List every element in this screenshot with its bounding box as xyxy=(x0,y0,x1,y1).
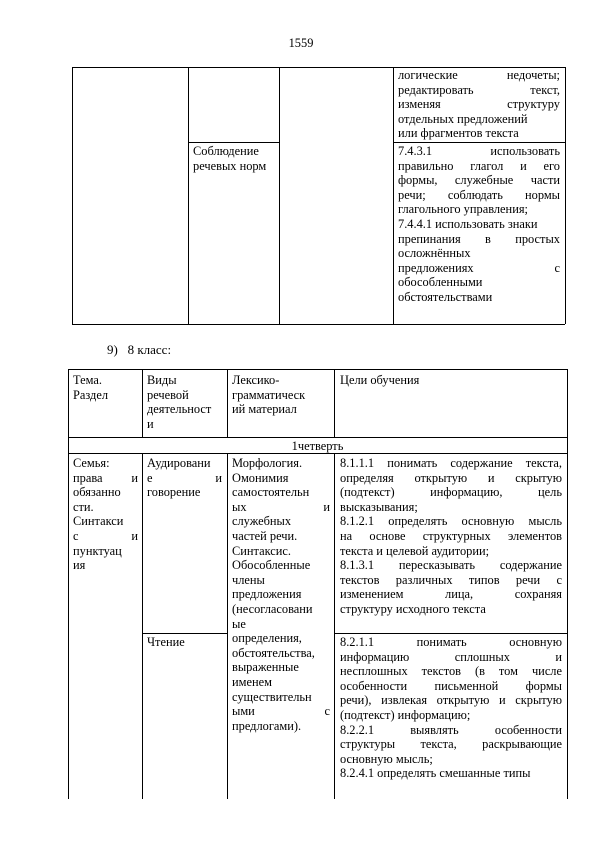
material-line: частей речи. xyxy=(232,528,298,543)
topic-cell xyxy=(73,456,138,573)
goal-line: осложнённых xyxy=(398,246,471,261)
topic-line: обязанно xyxy=(73,485,121,500)
goals-listening-cell xyxy=(340,456,562,617)
material-line: предлогами). xyxy=(232,718,302,733)
goal-line: предложениях с xyxy=(398,260,560,275)
goal-line: глагольного управления; xyxy=(398,202,528,217)
topic-line: сти. xyxy=(73,499,94,514)
goal-line: 8.2.4.1 определять смешанные типы xyxy=(340,766,531,781)
header-line: речевой xyxy=(147,387,189,402)
speech-norms-cell: Соблюдение речевых норм xyxy=(193,144,267,173)
goal-line: речи; соблюдать нормы xyxy=(398,187,560,202)
material-line: определения, xyxy=(232,631,302,646)
goal-line: текста и целевой аудитории; xyxy=(340,543,490,558)
goal-line: несплошных текстов (в том числе xyxy=(340,664,562,679)
goal-line: обособленными xyxy=(398,275,483,290)
material-line: выраженные xyxy=(232,660,299,675)
material-line: предложения xyxy=(232,587,302,602)
goals-reading-cell xyxy=(340,635,562,781)
goal-line: информацию сплошных и xyxy=(340,649,562,664)
goal-line: 8.2.2.1 выявлять особенности xyxy=(340,722,562,737)
goal-line: 8.1.2.1 определять основную мысль xyxy=(340,514,562,529)
goal-line: отдельных предложений xyxy=(398,111,528,126)
material-line: самостоятельн xyxy=(232,485,310,500)
material-line: ыми с xyxy=(232,704,330,719)
topic-line: ия xyxy=(73,558,86,573)
material-line: существительн xyxy=(232,689,312,704)
topic-line: с и xyxy=(73,528,138,543)
material-line: Омонимия xyxy=(232,470,289,485)
header-line: деятельност xyxy=(147,402,212,417)
quarter-row: 1четверть xyxy=(291,439,344,453)
topic-line: Синтакси xyxy=(73,514,124,529)
goal-line: формы, служебные части xyxy=(398,173,560,188)
goal-line: 8.2.1.1 понимать основную xyxy=(340,635,562,649)
material-line: служебных xyxy=(232,514,292,529)
goal-line: 8.1.1.1 понимать содержание текста, xyxy=(340,456,562,470)
goal-line: (подтекст) информацию; xyxy=(340,707,471,722)
goal-line: обстоятельствами xyxy=(398,289,493,304)
topic-line: Семья: xyxy=(73,456,110,470)
header-goals: Цели обучения xyxy=(340,373,420,387)
goal-line: изменяя структуру xyxy=(398,97,560,112)
header-line: грамматическ xyxy=(232,387,306,402)
goal-line: редактировать текст, xyxy=(398,82,560,97)
header-activity xyxy=(147,373,224,431)
goal-line: определяя открытую и скрытую xyxy=(340,470,562,485)
goal-line: структуры текста, раскрывающие xyxy=(340,737,562,752)
material-line: члены xyxy=(232,572,265,587)
goal-line: речи), извлекая открытую и скрытую xyxy=(340,693,562,708)
header-material xyxy=(232,373,330,417)
page-number: 1559 xyxy=(288,36,314,50)
goal-line: или фрагментов текста xyxy=(398,126,519,141)
goals-continuation-cell xyxy=(398,68,560,141)
material-line: ые xyxy=(232,616,246,631)
activity-listening-cell xyxy=(147,456,222,500)
goal-line: особенности письменной формы xyxy=(340,678,562,693)
goal-line: логические недочеты; xyxy=(398,68,560,82)
goal-line: структуру исходного текста xyxy=(340,601,486,616)
goal-line: (подтекст) информацию, цель xyxy=(340,485,562,500)
topic-line: права и xyxy=(73,470,138,485)
activity-line: е и xyxy=(147,470,222,485)
goal-line: текстов различных типов речи с xyxy=(340,572,562,587)
header-line: и xyxy=(147,416,154,431)
material-line: Обособленные xyxy=(232,558,311,573)
material-line: именем xyxy=(232,674,272,689)
section-heading: 9) 8 класс: xyxy=(107,342,172,357)
header-topic xyxy=(73,373,138,402)
topic-line: пунктуац xyxy=(73,543,122,558)
goal-line: высказывания; xyxy=(340,499,418,514)
goal-line: 7.4.4.1 использовать знаки xyxy=(398,216,538,231)
goal-line: 7.4.3.1 использовать xyxy=(398,144,560,158)
material-line: обстоятельства, xyxy=(232,645,315,660)
goal-line: правильно глагол и его xyxy=(398,158,560,173)
goal-line: основную мысль; xyxy=(340,751,433,766)
material-cell xyxy=(232,456,330,733)
goal-line: препинания в простых xyxy=(398,231,560,246)
goal-line: изменением лица, сохраняя xyxy=(340,587,562,602)
header-line: Лексико- xyxy=(232,373,280,387)
material-line: ых и xyxy=(232,499,330,514)
material-line: Синтаксис. xyxy=(232,543,292,558)
header-line: Тема. xyxy=(73,373,102,387)
header-line: Виды xyxy=(147,373,177,387)
goal-line: на основе структурных элементов xyxy=(340,528,562,543)
goals-speech-norms-cell xyxy=(398,144,560,305)
header-line: ий материал xyxy=(232,402,297,417)
activity-reading-cell: Чтение xyxy=(147,635,185,649)
header-line: Раздел xyxy=(73,387,109,402)
goal-line: 8.1.3.1 пересказывать содержание xyxy=(340,558,562,573)
activity-line: говорение xyxy=(147,485,201,500)
material-line: (несогласовани xyxy=(232,601,313,616)
material-line: Морфология. xyxy=(232,456,303,470)
activity-line: Аудировани xyxy=(147,456,211,470)
